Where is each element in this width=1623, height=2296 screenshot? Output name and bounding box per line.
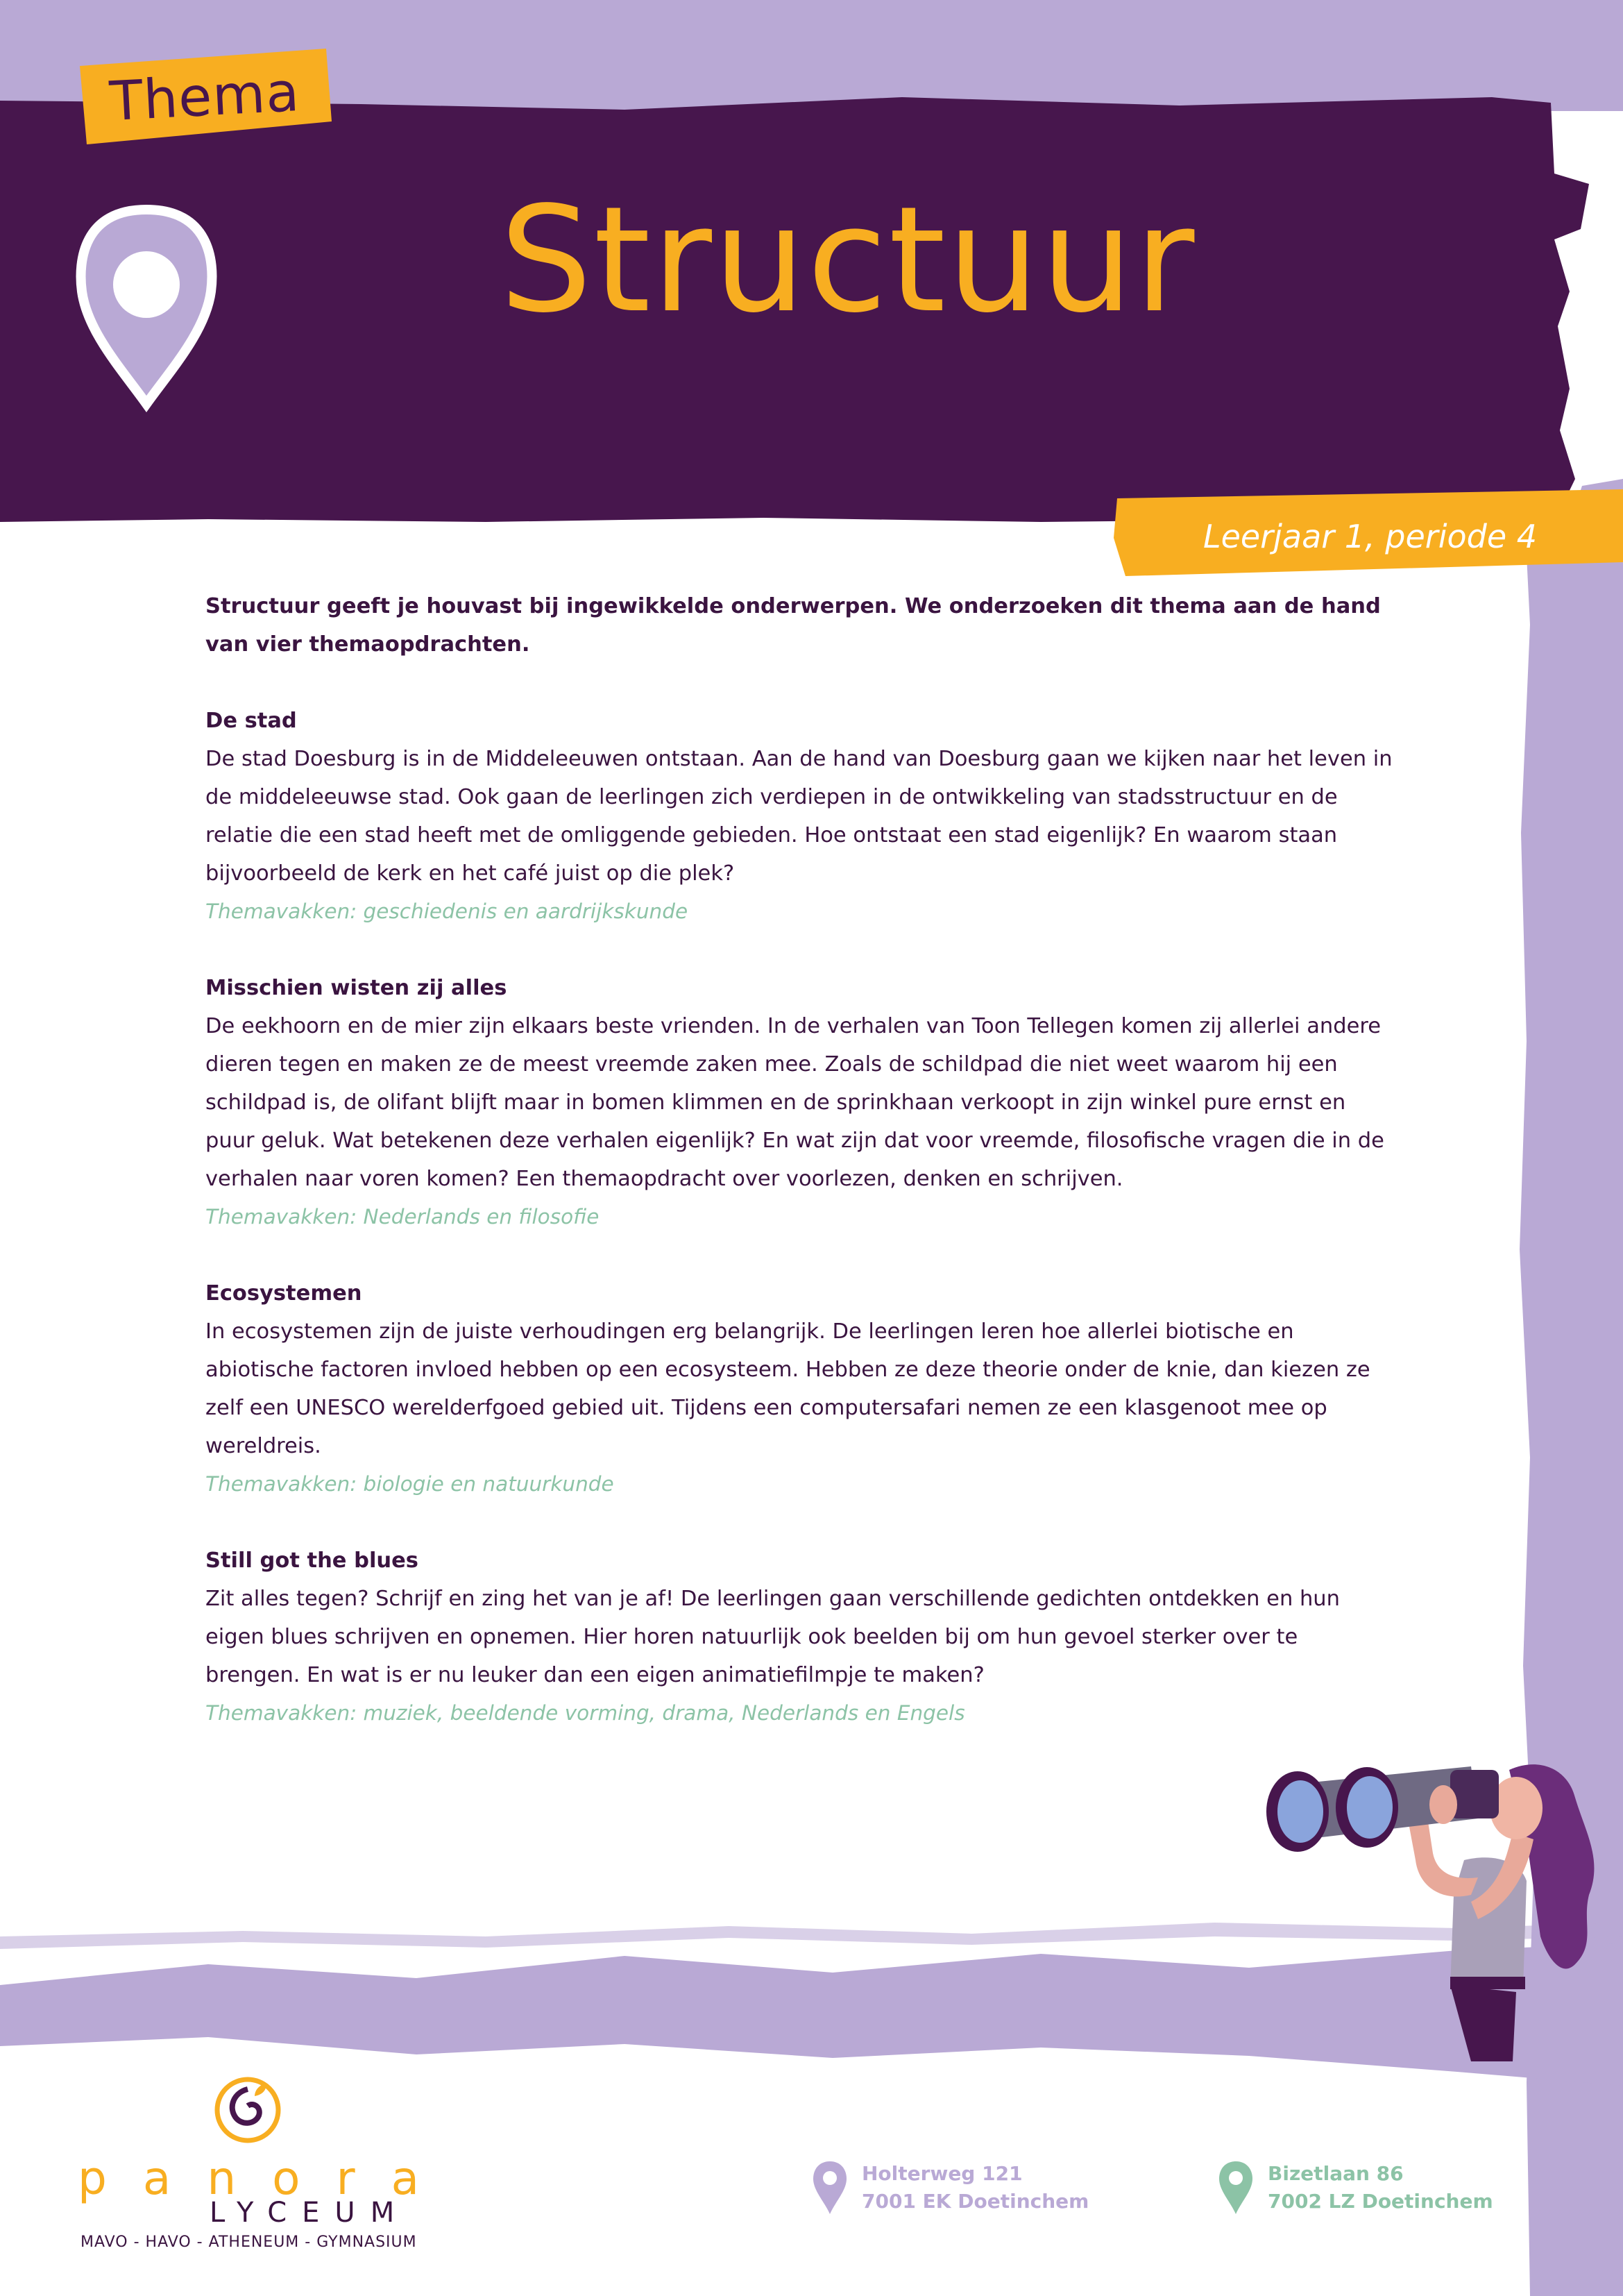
section-still-got-the-blues <box>205 1542 1399 1732</box>
section-heading: De stad <box>205 709 297 733</box>
address-lines <box>1268 2160 1493 2215</box>
address-street: Bizetlaan 86 <box>1268 2162 1404 2185</box>
section-subjects: Themavakken: biologie en natuurkunde <box>205 1472 614 1496</box>
section-misschien-wisten-zij-alles <box>205 969 1399 1236</box>
thema-tag <box>81 42 329 152</box>
section-body: In ecosystemen zijn de juiste verhoudingen erg belangrijk. De leerlingen leren hoe allerlei biotische en abiotische factoren invloed hebben op een ecosysteem. Hebben ze deze theorie onder de knie, dan kiezen ze zelf een UNESCO werelderfgoed gebied uit. Tijdens een computersafari nemen ze een klasgenoot mee op wereldreis. <box>205 1319 1370 1458</box>
address-street: Holterweg 121 <box>862 2162 1023 2185</box>
section-heading: Still got the blues <box>205 1548 418 1573</box>
location-pin-icon <box>812 2160 848 2215</box>
section-subjects: Themavakken: Nederlands en filosofie <box>205 1205 600 1229</box>
location-pin-icon <box>1218 2160 1254 2215</box>
section-subjects: Themavakken: geschiedenis en aardrijkskunde <box>205 900 688 923</box>
logo-tagline: MAVO - HAVO - ATHENEUM - GYMNASIUM <box>80 2234 417 2251</box>
logo-emblem <box>213 2075 282 2145</box>
address-city: 7001 EK Doetinchem <box>862 2190 1089 2213</box>
section-de-stad <box>205 702 1399 931</box>
address-city: 7002 LZ Doetinchem <box>1268 2190 1493 2213</box>
thema-tag-label: Thema <box>108 60 302 134</box>
section-heading: Ecosystemen <box>205 1281 362 1306</box>
panora-lyceum-logo <box>78 2068 456 2251</box>
logo-subtitle: LYCEUM <box>210 2197 410 2229</box>
section-heading: Misschien wisten zij alles <box>205 976 507 1000</box>
intro-text: Structuur geeft je houvast bij ingewikkelde onderwerpen. We onderzoeken dit thema aan de hand van vier themaopdrachten. <box>205 594 1381 657</box>
logo-wordmark: panora <box>78 2152 456 2205</box>
section-body: De eekhoorn en de mier zijn elkaars beste vrienden. In de verhalen van Toon Tellegen komen zij allerlei andere dieren tegen en maken ze de meest vreemde zaken mee. Zoals de schildpad die niet weet waarom hij een schildpad is, de olifant blijft maar in bomen klimmen en de sprinkhaan verkoopt in zijn winkel pure ernst en puur geluk. Wat betekenen deze verhalen eigenlijk? En wat zijn dat voor vreemde, filosofische vragen die in de verhalen naar voren komen? Een themaopdracht over voorlezen, denken en schrijven. <box>205 1014 1384 1191</box>
section-body: De stad Doesburg is in de Middeleeuwen ontstaan. Aan de hand van Doesburg gaan we kijken naar het leven in de middeleeuwse stad. Ook gaan de leerlingen zich verdiepen in de ontwikkeling van stadsstructuur en de relatie die een stad heeft met de omliggende gebieden. Hoe ontstaat een stad eigenlijk? En waarom staan bijvoorbeeld de kerk en het café juist op die plek? <box>205 747 1393 886</box>
section-subjects: Themavakken: muziek, beeldende vorming, drama, Nederlands en Engels <box>205 1701 965 1725</box>
period-banner <box>1117 496 1623 576</box>
section-body: Zit alles tegen? Schrijf en zing het van je af! De leerlingen gaan verschillende gedichten ontdekken en hun eigen blues schrijven en opnemen. Hier horen natuurlijk ook beelden bij om hun gevoel sterker over te brengen. En wat is er nu leuker dan een eigen animatiefilmpje te maken? <box>205 1587 1340 1687</box>
page-title: Structuur <box>500 175 1196 345</box>
section-ecosystemen <box>205 1274 1399 1503</box>
binoculars-woman-illustration <box>1242 1756 1603 2061</box>
main-content <box>205 587 1399 1771</box>
address-lines <box>862 2160 1089 2215</box>
period-label: Leerjaar 1, periode 4 <box>1203 517 1538 555</box>
